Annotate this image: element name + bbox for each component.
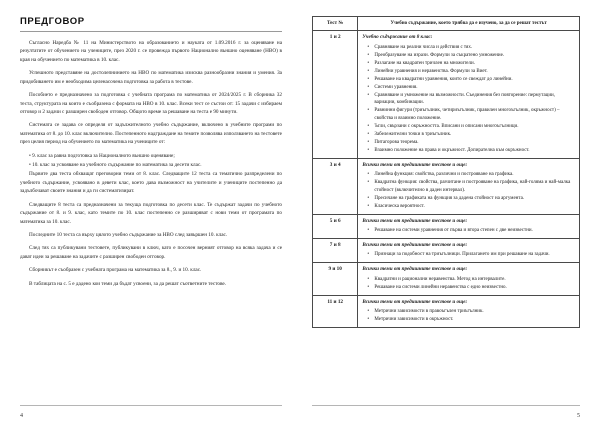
group-title: Учебно съдържание от 8 клас: [362, 34, 433, 41]
group-title: Всички теми от предишните тестове и още: [362, 298, 468, 305]
topic-item: • Решаване на квадратни уравнения, които се свеждат до линейни. [370, 76, 575, 84]
topic-item: • Признаци за подобност на триъгълници. Прилагането им при решаване на задачи. [370, 251, 575, 259]
group-title: Всички теми от предишните тестове и още: [362, 217, 468, 224]
title-divider [20, 31, 282, 32]
topic-list [362, 44, 575, 155]
group-title: Всички теми от предишните тестове и още: [362, 161, 468, 168]
paragraph: В таблицата на с. 5 е дадено кои теми да бъдат усвоени, за да решат съответните тестове. [29, 280, 227, 287]
topic-item: • Квадратна функция: свойства, разчитане и построяване на графика, най-голяма и най-малка стойност (включително в даден интервал). [370, 179, 575, 194]
table-row [313, 214, 580, 238]
topic-item: • Сравняване на реални числа и действия с тях. [370, 44, 575, 52]
table-header-row [313, 17, 580, 31]
footer-divider [312, 405, 580, 406]
footer-divider [20, 405, 282, 406]
table-row [313, 158, 580, 214]
column-header-test-no: Тест № [313, 17, 358, 31]
topic-item: • Питагорова теорема. [370, 139, 575, 147]
topic-item: • Квадратни и рационални неравенства. Метод на интервалите. [370, 276, 575, 284]
cell-test-number: 1 и 2 [313, 31, 358, 158]
cell-content [358, 238, 580, 262]
topic-item: • Линейни уравнения и неравенства. Формули за Виет. [370, 68, 575, 76]
topic-item: • Равнинни фигури (триъгълник, четириъгълник, правилен многоъгълник, окръжност) – свойства и взаимно положение. [370, 107, 575, 122]
group-title: Всички теми от предишните тестове и още: [362, 266, 468, 273]
topic-item: • Линейна функция: свойства, различни и построяване на графика. [370, 171, 575, 179]
paragraph: Съгласно Наредба № 11 на Министерството на образованието и науката от 1.09.2016 г. за оценяване на резултатите от обучението на учениците, през 2020 г. се провежда първото Национално външно оценяване (НВО) в края на обучението по математика в 10. клас. [20, 40, 282, 63]
topic-item: • Преобразуване на изрази. Формули за съкратено умножение. [370, 52, 575, 60]
paragraph: Последните 10 теста са върху цялото учебно съдържание за НВО след завършен 10. клас. [29, 232, 228, 239]
topic-item: • Системи уравнения. [370, 84, 575, 92]
page-title: ПРЕДГОВОР [20, 16, 85, 27]
topic-item: • Ъгли, свързани с окръжността. Вписани и описани многоъгълници. [370, 123, 575, 131]
topic-item: • Решаване на системи линейни неравенства с едно неизвестно. [370, 284, 575, 292]
paragraph: След тях са публикувани тестовете, публикувани в ключ, като е посочен верният отговор на всяка задача и се дават идеи за решаване на задачите с разширен свободен отговор. [20, 245, 282, 260]
table-row [313, 295, 580, 327]
topic-item: • Забележителни точки в триъгълник. [370, 131, 575, 139]
right-page [300, 0, 600, 426]
table-row [313, 238, 580, 262]
page-number: 5 [577, 413, 580, 419]
topic-item: • Пресичане на графиката на функция за дадена стойност на аргумента. [370, 195, 575, 203]
cell-test-number: 7 и 8 [313, 238, 358, 262]
topic-item: • Метрични зависимости в правоъгълен триъгълник. [370, 308, 575, 316]
topic-list [362, 171, 575, 210]
topic-item: • Метрични зависимости в окръжност. [370, 316, 575, 324]
list-item: • 9. клас за равна подготовка за Националното външно оценяване; [29, 152, 175, 159]
table-row [313, 263, 580, 295]
topic-item: • Решаване на системи уравнения от първа и втора степен с две неизвестни. [370, 227, 575, 235]
topic-item: • Разлагане на квадратен тричлен на множители. [370, 60, 575, 68]
topic-list [362, 251, 575, 259]
cell-test-number: 5 и 6 [313, 214, 358, 238]
topic-list [362, 276, 575, 292]
topic-list [362, 227, 575, 235]
cell-content [358, 31, 580, 158]
cell-test-number: 3 и 4 [313, 158, 358, 214]
cell-content [358, 158, 580, 214]
column-header-content: Учебно съдържание, което трябва да е изучено, за да се решат тестът [358, 17, 580, 31]
cell-content [358, 214, 580, 238]
topic-item: • Класическа вероятност. [370, 203, 575, 211]
list-item: • 10. клас за усвояване на учебното съдържание по математика за десети клас. [29, 162, 202, 169]
topic-item: • Взаимно положение на права и окръжност. Допирателна към окръжност. [370, 147, 575, 155]
paragraph: Системата се задава се определя от задължителното учебно съдържание, включено в учебните програми по математика от 8. до 10. клас включително. Постепенното надграждане на темите позволява използването на тестовете през целия период на обучението по математика на учениците от: [20, 122, 282, 146]
tests-topics-table [312, 16, 580, 328]
group-title: Всички теми от предишните тестове и още: [362, 241, 468, 248]
paragraph: Успешното представяне на достолепнинието на НВО по математика изисква разнообразни знания и умения. За придобиването им е необходима целенасочена подготовка за работа в тестове. [20, 70, 282, 85]
page-number: 4 [20, 413, 23, 419]
paragraph: Първите два теста обхващат преговорни теми от 8. клас. Следващите 12 теста са тематично разпределени по учебното съдържание, усвоявано в девети клас, което дава възможност на учителите и учениците постепенно да задълбочават своите знания и да ги систематизират. [20, 171, 282, 195]
topic-list [362, 308, 575, 324]
cell-content [358, 263, 580, 295]
topic-item: • Сравняване и умножение на възможности. Съединения без повторение: пермутации, вариации, комбинации. [370, 92, 575, 107]
paragraph: Сборникът е съобразен с учебната програма на математика за 8., 9. и 10. клас. [29, 267, 202, 274]
cell-content [358, 295, 580, 327]
paragraph: Пособието е предназначено за подготовка с учебната програма по математика от 2024/2025 г. В сборника 32 теста, структурата на които е съобразена с формата на НВО в 10. клас. Всеки тест се състои от: 15 задачи с избираем отговор и 2 задачи с разширен свободен отговор. Общото време за решаване на теста е 90 минути. [20, 92, 282, 115]
table-row [313, 31, 580, 158]
paragraph: Следващите 8 теста са предназначени за текуща подготовка по десети клас. Те съдържат задачи по учебното съдържание от 8. и 9. клас, като темите по 10. клас постепенно се разширяват с нови теми от програмата по математика за 10. клас. [20, 201, 282, 225]
cell-test-number: 11 и 12 [313, 295, 358, 327]
cell-test-number: 9 и 10 [313, 263, 358, 295]
